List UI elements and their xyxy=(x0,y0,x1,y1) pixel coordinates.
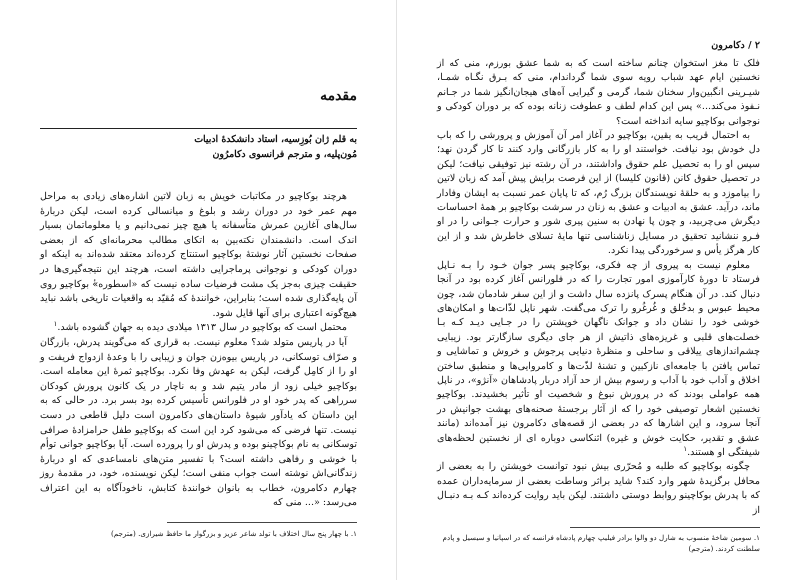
running-header: ۲ / دکامرون xyxy=(711,40,760,51)
paragraph-text: محتمل است که بوکاچیو در سال ۱۳۱۳ میلادی دیده به جهان گشوده باشد. xyxy=(57,322,347,334)
paragraph-with-footnote xyxy=(437,259,760,461)
paragraph-text: معلوم نیست به پیروی از چه فکری، بوکاچیو پسر جوان خـود را بـه نـاپل فرستاد تا دورهٔ کارآموزی امور تجارت را که در فلورانس آغاز کرده بود در آنجا دنبال کند. در آن هنگام پسرک پانزده سال داشت و از این سفر شادمان شد، چون محیط عبوس و بدخُلق و غُرغُرو را ترک می‌گفت. شهر ناپل لذّات‌ها و امکان‌های خوشی خود را نشان داد و جوانک ناگهان خویشتن را در جـایی دیـد کـه بـا خصلت‌های قلبی و غریزه‌های ذاتیش از هر جای دیگری سازگارتر بود. زیبایی چشم‌اندازهای ییلاقی و ساحلی و منظرهٔ دنیایی پرجوش و خروش و تماشایی و تماس یافتن با جامعه‌ای نازکبین و تشنهٔ لذّت‌ها و کامروایی‌ها و منطبق ساختن اخلاق و آداب خود با آداب و رسوم بیش از حد آزاد دربار پادشاهان «آنژو»، در ناپل همه عواملی بودند که در پرورش نبوغ و شخصیت او تأثیر بخشیدند. بوکاچیو نخستین اشعار توصیفی خود را که از آثار برجستهٔ صحنه‌های بهشت جوانیش در آنجا سرود، و این اشارها که در بعضی از قصه‌های دکامرون نیز آمده‌اند (مانند عشق و تقدیر، حکایت خوش و غیره) اثنکاسی دوباره ای از نخستین لحظه‌های شیفتگی او هستند. xyxy=(437,259,760,458)
right-page xyxy=(397,0,794,580)
left-body-text xyxy=(40,190,357,511)
footnote-rule xyxy=(167,522,357,523)
paragraph-with-footnote xyxy=(40,321,357,336)
paragraph: فلک تا مغز استخوان چنانم ساخته است که به شما عشق بورزم، منی که از نخستین ایام عهد شباب رویه سوی شما گرداندام، منی که بـرق نگـاه شمـا، شیـرینی انگبین‌وار سخنان شما، گرمی و گیرایی آه‌های هیجان‌انگیز شما در جـانم نـفوذ می‌کند...» پس این کدام لطف و عطوفت زنانه بوده که بر دوران کودکی و نوجوانی بوکاچیو سایه انداخته است؟ xyxy=(437,58,760,127)
title-rule xyxy=(40,128,357,129)
byline-line-1: به قلم ژان بُوزِسیه، استاد دانشکدهٔ ادبیات xyxy=(194,134,357,145)
footnote: ۱. با چهار پنج سال اختلاف با تولد شاعر عزیز و بزرگوار ما حافظ شیرازی. (مترجم) xyxy=(111,529,357,538)
paragraph: آیا در پاریس متولد شد؟ معلوم نیست. به قراری که می‌گویند پدرش، بازرگان و صرّاف توسکانی، در پاریس بیوه‌زن جوان و زیبایی را با وعدهٔ ازدواج فریفت و او را از کامِل گرفت، لیکن به عهدش وفا نکرد. بوکاچیو ثمرهٔ این معامله است. بوکاچیو خیلی زود از مادر یتیم شد و به ناچار در یک کانون پرورش کودکان سرراهی که پدر خود او در فلورانس تأسیس کرده بود بسر برد. در حالی که به این داستان که یادآور شیوهٔ داستان‌های دکامرون است دلیل قاطعی در دست نیست. تنها فرضی که می‌شود کرد این است که بوکاچیو طفل حرامزادهٔ صرافی توسکانی به نام بوکاچینو بوده و پدرش او را پرورده است. آیا بوکاچیو جوانی توأم با خوشی و رفاهی داشته است؟ با تفسیر متن‌های نامساعدی که او دربارهٔ زندگانی‌اش نوشته است جواب منفی است؛ لیکن نویسنده، خود، در مقدمهٔ روز چهارم دکامرون، خطاب به بانوان خوانندهٔ کتابش، ناخودآگاه به این اعتراف می‌رسد: «... منی که xyxy=(40,336,357,509)
byline xyxy=(40,133,357,162)
footnote-rule xyxy=(570,527,760,528)
paragraph: هرچند بوکاچیو در مکاتبات خویش به زبان لاتین اشاره‌های زیادی به مراحل مهم عمر خود در دوران رشد و بلوغ و میانسالی کرده است، لیکن دربارهٔ سال‌های آغازین عمرش متأسفانه یا هیچ چیز نمی‌دانیم و یا معلوماتمان بسیار اندک است. دانشمندان نکته‌بین به اتکای مطالب محرمانه‌ای که از بعضی صفحات نخستین آثار نوشتهٔ بوکاچیو استنتاج کرده‌اند معتقد شده‌اند به اینکه او دوران کودکی و نوجوانی پرماجرایی داشته است، هرچند این نتیجه‌گیری‌ها در حقیقت چیزی به‌جز یک مشت فرضیات ساده نیست که «اسطوره»ٔ بوکاچیو روی آن پایه‌گذاری شده است؛ بنابراین، خوانندهٔ که مُقیّد به واقعیات تاریخی باشد نباید هیچ‌گونه اعتباری برای آنها قایل شود. xyxy=(40,191,357,319)
footnote-marker: ۱ xyxy=(683,444,688,453)
paragraph: چگونه بوکاچیو که طلبه و مُحرّری بیش نبود توانست خویشتن را به بعضی از محافل برگزیدهٔ شهر وارد کند؟ شاید براثر وساطت بعضی از سرمایه‌داران عمده که با پدرش بوکاچینو روابط دوستی داشتند. لیکن باید روایت کرده‌اند کـه بـه دنبـال از xyxy=(437,461,760,516)
chapter-title: مقدمه xyxy=(320,88,357,104)
footnote-marker: ۱ xyxy=(53,320,58,329)
footnote: ۱. سومین شاخهٔ منسوب به شارل دو والوا برادر فیلیپ چهارم پادشاه فرانسه که در اسپانیا و سیسیل و پادم سلطنت کردند. (مترجم) xyxy=(442,533,760,553)
paragraph: به احتمال قریب به یقین، بوکاچیو در آغاز امر آن آموزش و پرورشی را که باب دل خودش بود نیافت. خواستند او را به کار بازرگانی وارد کنند تا کار گردن نهد؛ سپس او را به تحصیل علم حقوق واداشتند، در آن رشته نیز توفیقی نیافت؛ لیکن در تحصیل حقوق کانن (قانون کلیسا) از این فرصت برایش پیش آمد که زبان لاتین را بیاموزد و به حلقهٔ نویسندگان بزرگ رُم، که تا پایان عمر نسبت به ایشان وفادار ماند، درآید. عشق به ادبیات و عشق به زنان در سرشت بوکاچیو بر همهٔ احساسات دیگرش می‌چربید، و چون پا نهادن به سنین پیری شور و حرارت جـوانی را در او فـرو ننشانید تحقیق در مسایل زناشناسی تنها مایهٔ تسلای خاطرش شد و از این کار هرگز یأس و سرخوردگی پیدا نکرد. xyxy=(437,130,760,257)
byline-line-2: مُون‌پلیه، و مترجم فرانسوی دکامرُون xyxy=(212,148,357,160)
right-body-text xyxy=(437,57,760,518)
